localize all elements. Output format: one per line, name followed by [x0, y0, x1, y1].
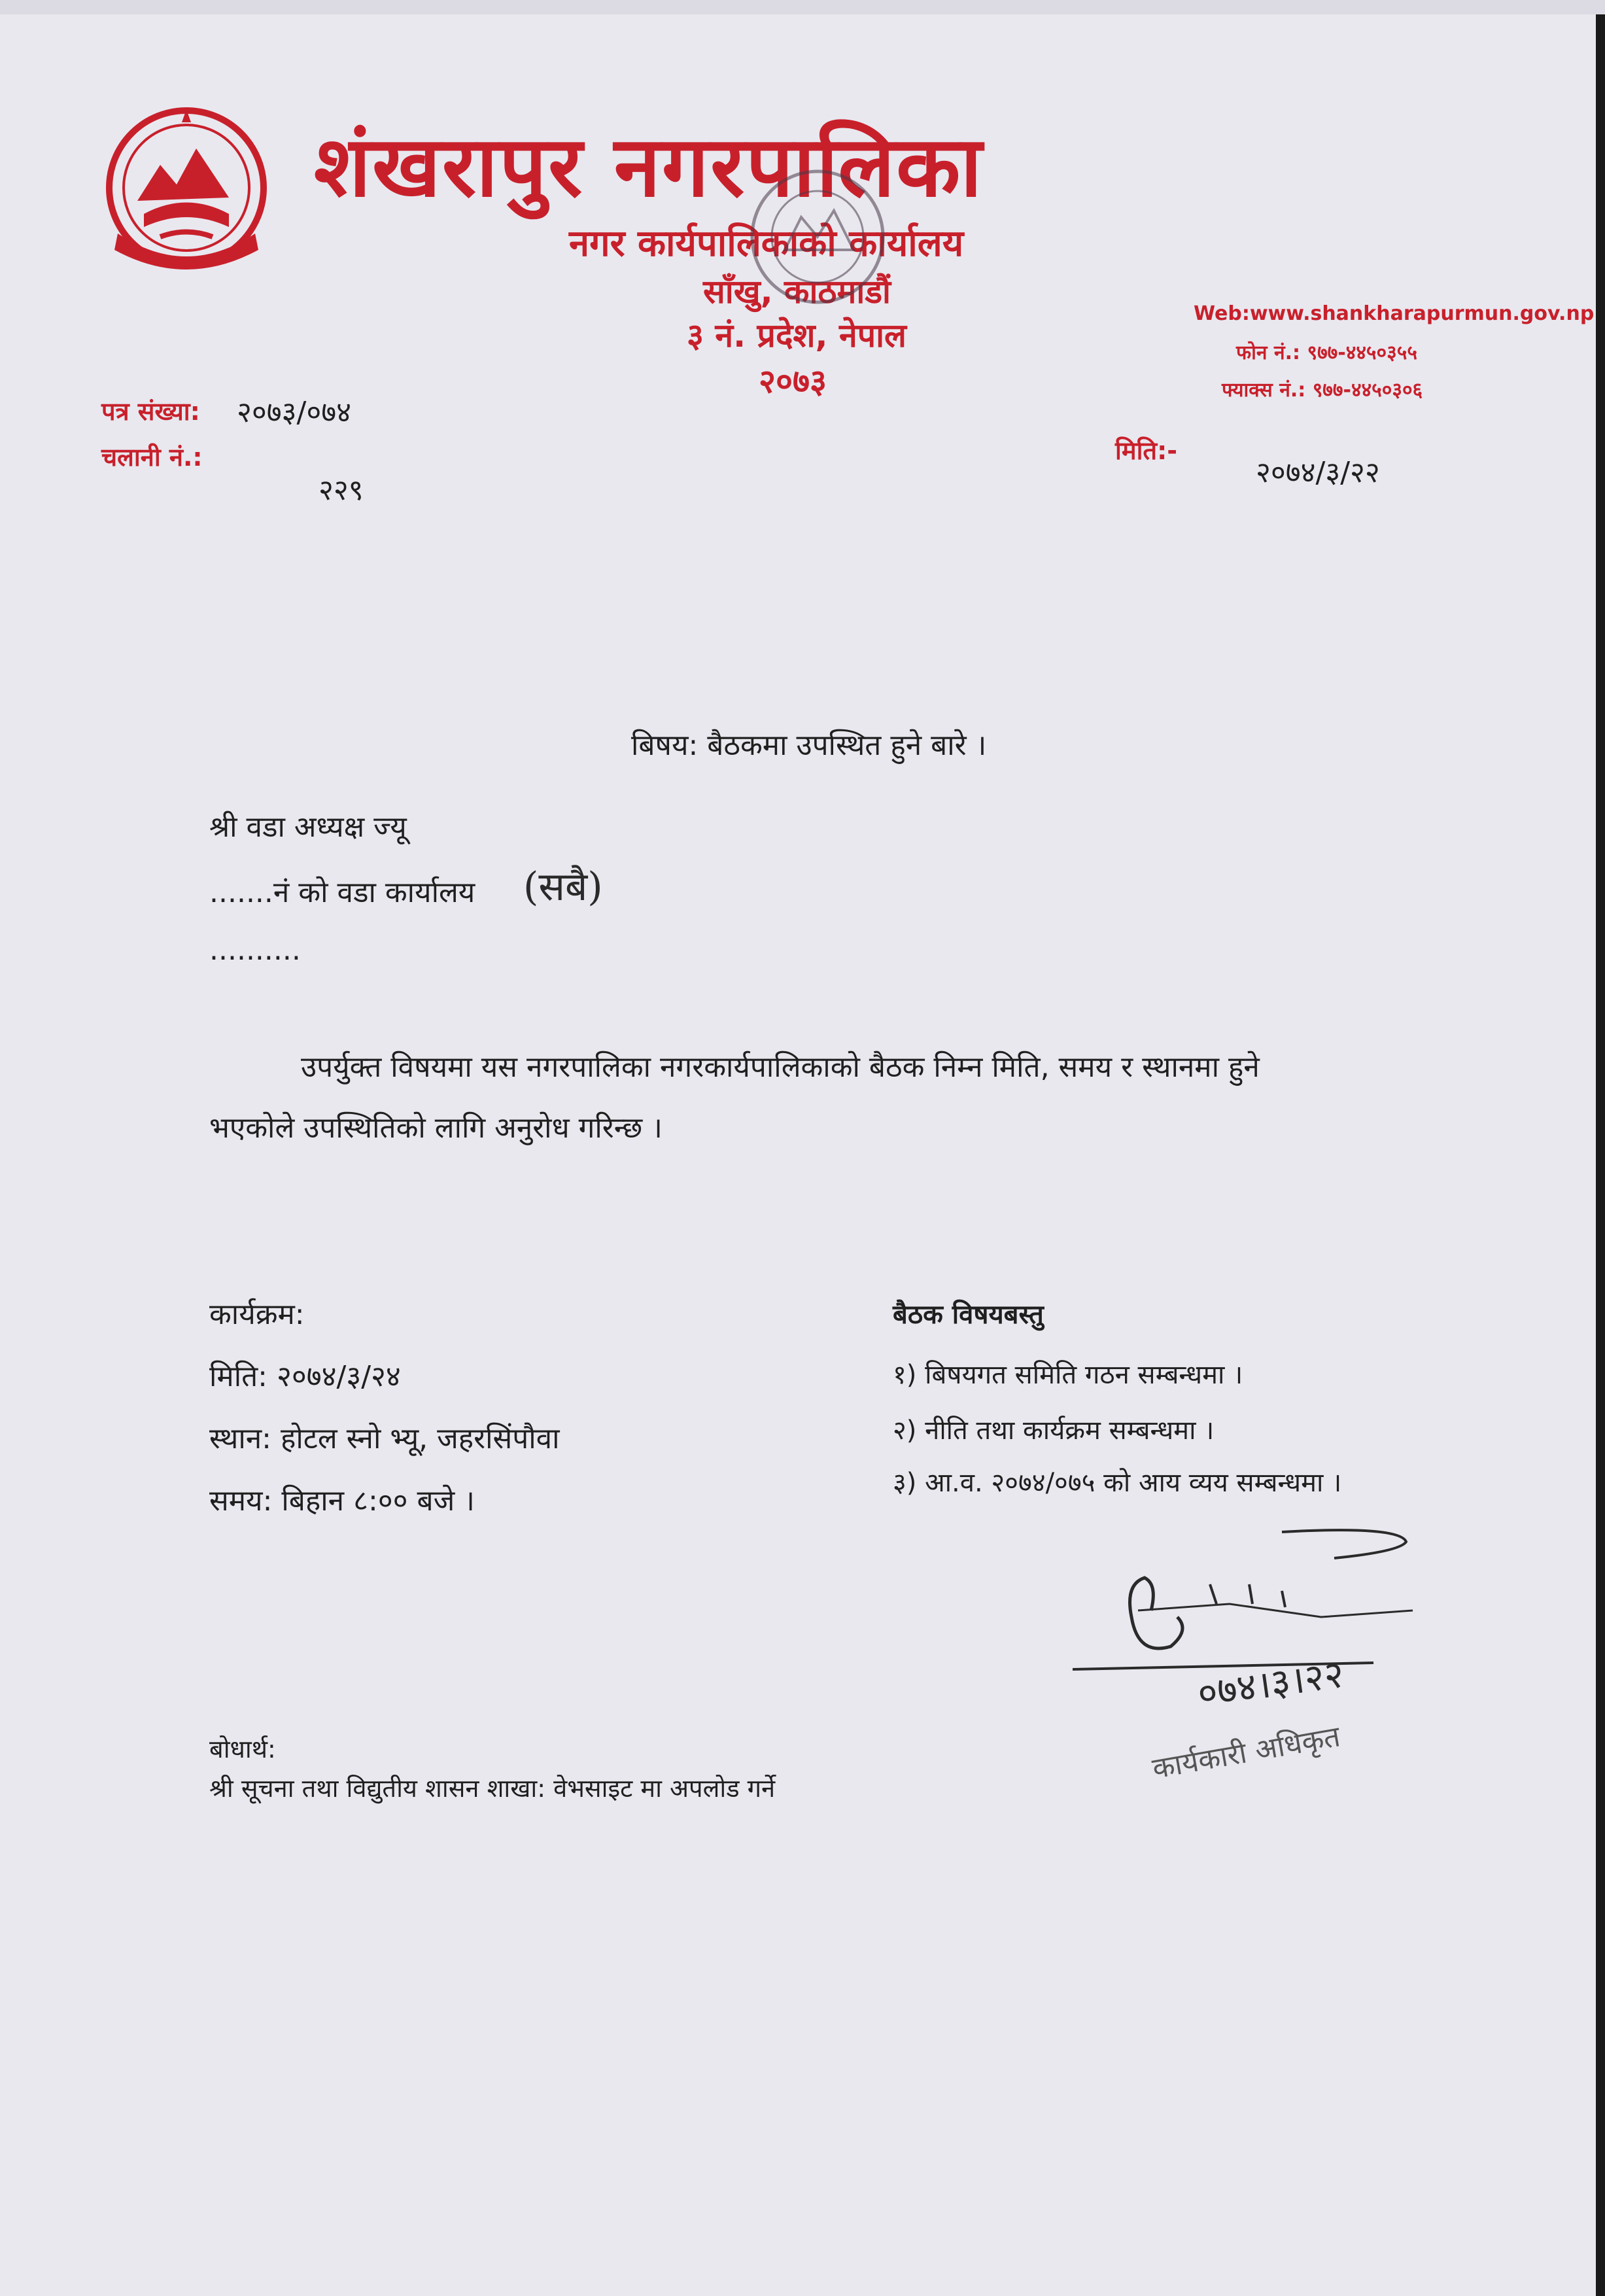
- municipality-title: शंखरापुर नगरपालिका: [314, 118, 984, 216]
- office-name: नगर कार्यपालिकाको कार्यालय: [569, 222, 964, 265]
- agenda-item: ३) आ.व. २०७४/०७५ को आय व्यय सम्बन्धमा ।: [893, 1468, 1342, 1498]
- dispatch-number-value: २२९: [319, 474, 364, 507]
- subject-line: बिषय: बैठकमा उपस्थित हुने बारे ।: [631, 729, 987, 762]
- office-seal-icon: [746, 165, 889, 309]
- body-line-2: भएकोले उपस्थितिको लागि अनुरोध गरिन्छ ।: [209, 1111, 663, 1145]
- fax-text: फ्याक्स नं.: ९७७-४४५०३०६: [1222, 379, 1423, 402]
- handwritten-all: (सबै): [523, 864, 603, 910]
- program-date: मिति: २०७४/३/२४: [209, 1360, 401, 1393]
- recipient-line-2: .......नं को वडा कार्यालय: [209, 876, 475, 909]
- date-label: मिति:-: [1115, 436, 1178, 465]
- officer-stamp: कार्यकारी अधिकृत: [1150, 1720, 1343, 1786]
- recipient-line-1: श्री वडा अध्यक्ष ज्यू: [209, 810, 407, 844]
- office-province: ३ नं. प्रदेश, नेपाल: [687, 317, 906, 355]
- recipient-line-3: ..........: [209, 933, 301, 967]
- agenda-heading: बैठक विषयबस्तु: [893, 1300, 1044, 1330]
- nepal-emblem-icon: [98, 103, 275, 279]
- cc-heading: बोधार्थ:: [209, 1735, 276, 1764]
- cc-line: श्री सूचना तथा विद्युतीय शासन शाखा: वेभसाइट मा अपलोड गर्ने: [209, 1774, 776, 1803]
- dispatch-number-label: चलानी नं.:: [101, 443, 203, 472]
- letter-number-value: २०७३/०७४: [237, 396, 351, 429]
- date-value: २०७४/३/२२: [1256, 456, 1380, 489]
- office-year: २०७३: [759, 362, 827, 400]
- signature-date: ०७४।३।२२: [1194, 1651, 1347, 1716]
- program-venue: स्थान: होटल स्नो भ्यू, जहरसिंपौवा: [209, 1422, 560, 1455]
- agenda-item: २) नीति तथा कार्यक्रम सम्बन्धमा ।: [893, 1416, 1215, 1446]
- office-location: साँखु, काठमाडौं: [703, 273, 891, 311]
- website-text: Web:www.shankharapurmun.gov.np: [1194, 302, 1595, 325]
- phone-text: फोन नं.: ९७७-४४५०३५५: [1236, 341, 1417, 364]
- letter-number-label: पत्र संख्या:: [101, 397, 200, 426]
- letter-page: [0, 14, 1605, 2296]
- program-time: समय: बिहान ८:०० बजे ।: [209, 1484, 475, 1518]
- program-heading: कार्यक्रम:: [209, 1298, 305, 1331]
- agenda-item: १) बिषयगत समिति गठन सम्बन्धमा ।: [893, 1360, 1243, 1390]
- body-line-1: उपर्युक्त विषयमा यस नगरपालिका नगरकार्यपालिकाको बैठक निम्न मिति, समय र स्थानमा हुने: [301, 1051, 1260, 1084]
- signature-icon: [1060, 1512, 1426, 1682]
